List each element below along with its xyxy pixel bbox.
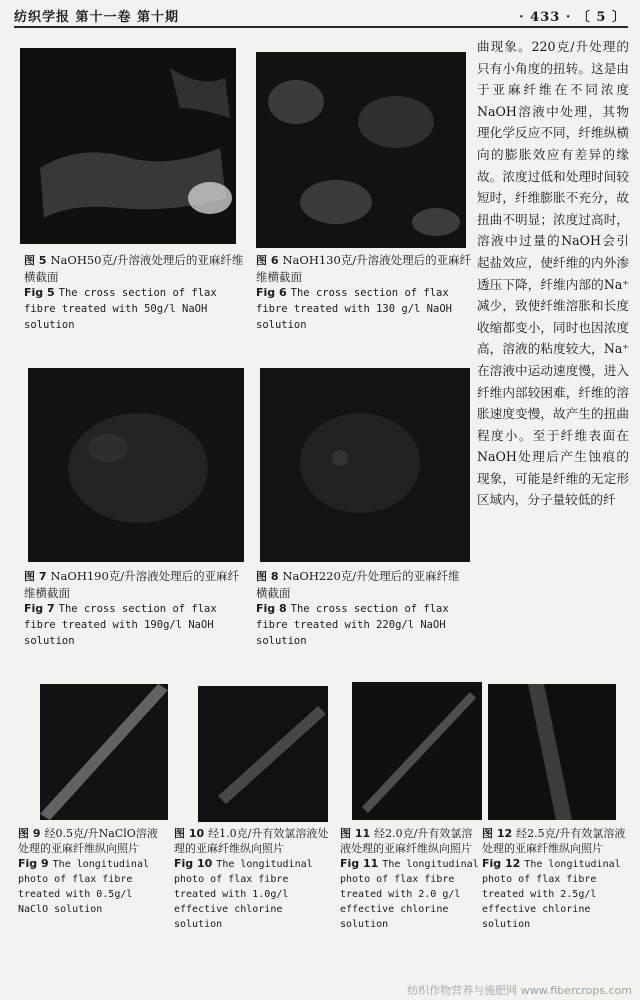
journal-header: 纺织学报 第十一卷 第十期 [14, 10, 180, 25]
figure-5-caption [24, 252, 244, 333]
figure-7-en-text: The cross section of flax fibre treated with 190g/l NaOH solution [24, 603, 217, 647]
figure-10-photo [198, 686, 328, 822]
figure-6-cn-number: 图 6 [256, 254, 279, 267]
figure-9-en-number: Fig 9 [18, 857, 49, 870]
figure-11-caption [340, 826, 480, 932]
watermark: 纺织作物营养与施肥网 www.fibercrops.com [407, 984, 632, 997]
figure-9-en-text: The longitudinal photo of flax fibre treated with 0.5g/l NaClO solution [18, 859, 149, 915]
figure-10-cn-number: 图 10 [174, 827, 205, 840]
figure-7-cn-text: NaOH190克/升溶液处理后的亚麻纤维横截面 [24, 569, 240, 600]
figure-12-en-number: Fig 12 [482, 857, 521, 870]
figure-7-en-number: Fig 7 [24, 602, 55, 615]
figure-8-photo [260, 368, 470, 562]
figure-10-caption [174, 826, 334, 932]
figure-12-photo [488, 684, 616, 820]
figure-12-en-text: The longitudinal photo of flax fibre treated with 2.5g/l effective chlorine solution [482, 859, 621, 930]
figure-9-cn-number: 图 9 [18, 827, 41, 840]
figure-8-en-number: Fig 8 [256, 602, 287, 615]
figure-5-cn-number: 图 5 [24, 254, 47, 267]
figure-8-en-text: The cross section of flax fibre treated with 220g/l NaOH solution [256, 603, 449, 647]
figure-6-cn-text: NaOH130克/升溶液处理后的亚麻纤维横截面 [256, 253, 472, 284]
figure-10-cn-text: 经1.0克/升有效氯溶液处理的亚麻纤维纵向照片 [174, 827, 329, 855]
figure-5-en-number: Fig 5 [24, 286, 55, 299]
figure-12-cn-number: 图 12 [482, 827, 513, 840]
figure-11-photo [352, 682, 482, 820]
figure-9-cn-text: 经0.5克/升NaClO溶液处理的亚麻纤维纵向照片 [18, 827, 158, 855]
figure-6-en-number: Fig 6 [256, 286, 287, 299]
figure-12-caption [482, 826, 632, 932]
figure-8-cn-number: 图 8 [256, 570, 279, 583]
figure-7-cn-number: 图 7 [24, 570, 47, 583]
figure-6-photo [256, 52, 466, 248]
figure-5-photo [20, 48, 236, 244]
figure-10-en-text: The longitudinal photo of flax fibre treated with 1.0g/l effective chlorine solution [174, 859, 313, 930]
figure-11-en-text: The longitudinal photo of flax fibre treated with 2.0 g/l effective chlorine solution [340, 859, 479, 930]
figure-11-en-number: Fig 11 [340, 857, 379, 870]
figure-6-en-text: The cross section of flax fibre treated with 130 g/l NaOH solution [256, 287, 452, 331]
figure-8-cn-text: NaOH220克/升处理后的亚麻纤维横截面 [256, 569, 460, 600]
figure-10-en-number: Fig 10 [174, 857, 213, 870]
page-number: · 433 · 〔 5 〕 [519, 10, 626, 25]
figure-7-caption [24, 568, 250, 649]
figure-5-cn-text: NaOH50克/升溶液处理后的亚麻纤维横截面 [24, 253, 244, 284]
figure-9-photo [40, 684, 168, 820]
body-paragraph: 曲现象。220克/升处理的只有小角度的扭转。这是由于亚麻纤维在不同浓度NaOH溶液中处理，其物理化学反应不同，纤维纵横向的膨胀效应有差异的缘故。浓度过低和处理时间较短时，纤维膨胀不充分，故扭曲不明显；浓度过高时，溶液中过量的NaOH会引起盐效应，使纤维的内外渗透压下降，纤维内部的Na⁺减少，致使纤维溶胀和长度收缩都变小，同时也因浓度高，溶液的粘度较大，Na⁺在溶液中运动速度慢，进入纤维内部较困难，纤维的溶胀速度变慢，故产生的扭曲程度小。至于纤维表面在NaOH处理后产生蚀痕的现象，可能是纤维的无定形区域内，分子量较低的纤 [477, 39, 629, 508]
figure-11-cn-number: 图 11 [340, 827, 371, 840]
figure-8-caption [256, 568, 470, 649]
header-rule [14, 26, 628, 28]
figure-11-cn-text: 经2.0克/升有效氯溶液处理的亚麻纤维纵向照片 [340, 827, 473, 855]
figure-12-cn-text: 经2.5克/升有效氯溶液处理的亚麻纤维纵向照片 [482, 827, 626, 855]
figure-7-photo [28, 368, 244, 562]
figure-6-caption [256, 252, 472, 333]
figure-9-caption [18, 826, 168, 917]
body-text-column [477, 36, 629, 511]
figure-5-en-text: The cross section of flax fibre treated with 50g/l NaOH solution [24, 287, 217, 331]
